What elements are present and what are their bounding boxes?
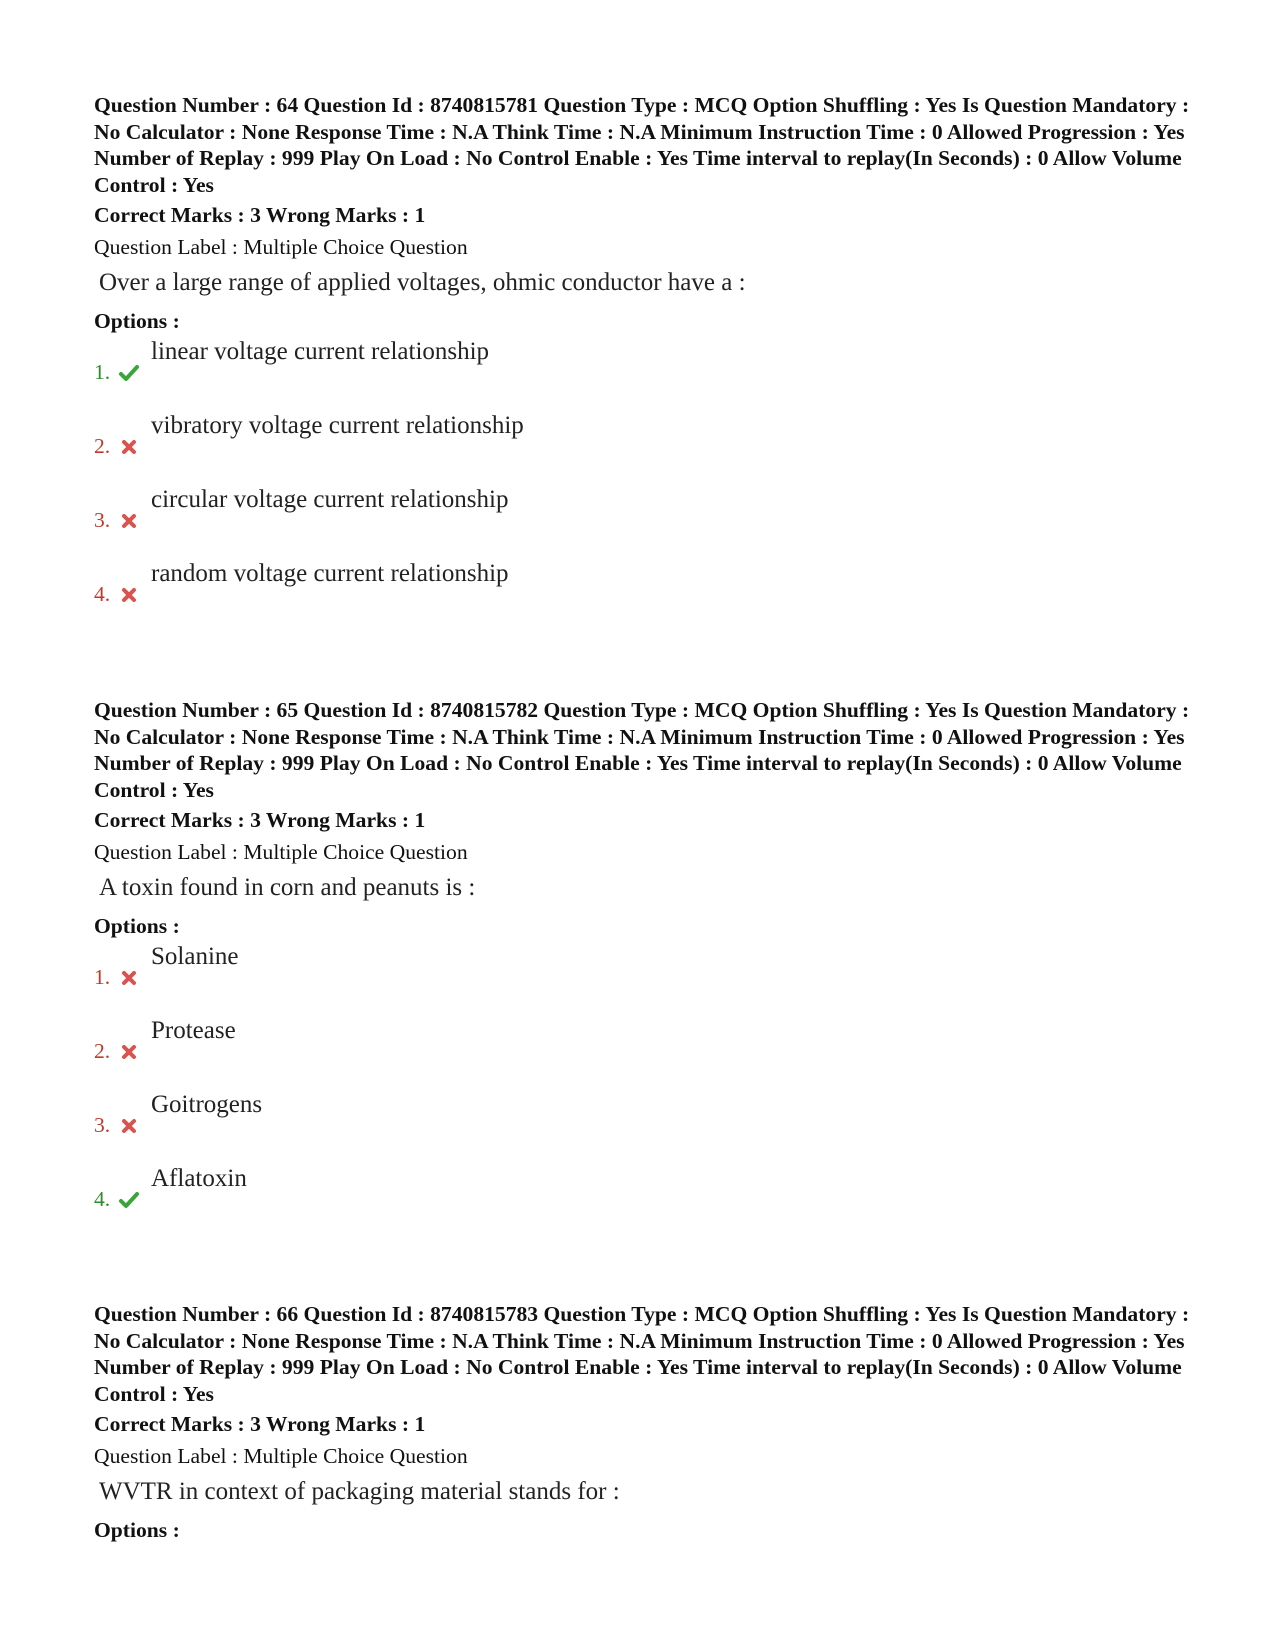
- option-text: linear voltage current relationship: [151, 338, 490, 365]
- check-icon: [118, 362, 140, 384]
- option-item: [94, 408, 1194, 482]
- options-heading: Options :: [94, 1518, 180, 1542]
- question-marks: Correct Marks : 3 Wrong Marks : 1: [94, 203, 426, 227]
- options-heading: Options :: [94, 914, 180, 938]
- question-meta: Question Number : 66 Question Id : 8740815783 Question Type : MCQ Option Shuffling : Yes Is Question Mandatory : No Calculator : None Response Time : N.A Think Time : N.A Minimum Instruction Time : 0 Allowed Progression : Yes Number of Replay : 999 Play On Load : No Control Enable : Yes Time interval to replay(In Seconds) : 0 Allow Volume Control : Yes: [94, 1302, 1190, 1406]
- option-item: [94, 334, 1194, 408]
- option-number: 3.: [94, 508, 111, 532]
- cross-icon: [118, 967, 140, 989]
- question-label: Question Label : Multiple Choice Question: [94, 840, 468, 864]
- option-text: random voltage current relationship: [151, 560, 509, 587]
- question-marks: Correct Marks : 3 Wrong Marks : 1: [94, 1412, 426, 1436]
- option-number: 1.: [94, 360, 111, 384]
- option-item: [94, 556, 1194, 630]
- option-text: Protease: [151, 1017, 236, 1044]
- option-text: vibratory voltage current relationship: [151, 412, 524, 439]
- question-block-64: [94, 92, 1194, 630]
- options-heading: Options :: [94, 309, 180, 333]
- option-item: [94, 1013, 1194, 1087]
- check-icon: [118, 1189, 140, 1211]
- option-number: 2.: [94, 1039, 111, 1063]
- option-number: 4.: [94, 582, 111, 606]
- question-meta: Question Number : 65 Question Id : 8740815782 Question Type : MCQ Option Shuffling : Yes Is Question Mandatory : No Calculator : None Response Time : N.A Think Time : N.A Minimum Instruction Time : 0 Allowed Progression : Yes Number of Replay : 999 Play On Load : No Control Enable : Yes Time interval to replay(In Seconds) : 0 Allow Volume Control : Yes: [94, 698, 1190, 802]
- option-item: [94, 939, 1194, 1013]
- option-number: 4.: [94, 1187, 111, 1211]
- option-text: circular voltage current relationship: [151, 486, 509, 513]
- question-label: Question Label : Multiple Choice Question: [94, 1444, 468, 1468]
- question-block-66: [94, 1301, 1194, 1543]
- option-text: Goitrogens: [151, 1091, 263, 1118]
- cross-icon: [118, 510, 140, 532]
- option-text: Aflatoxin: [151, 1165, 247, 1192]
- option-number: 3.: [94, 1113, 111, 1137]
- cross-icon: [118, 436, 140, 458]
- option-number: 2.: [94, 434, 111, 458]
- option-text: Solanine: [151, 943, 239, 970]
- option-item: [94, 1161, 1194, 1235]
- question-stem: A toxin found in corn and peanuts is :: [99, 874, 476, 901]
- question-label: Question Label : Multiple Choice Question: [94, 235, 468, 259]
- option-item: [94, 1087, 1194, 1161]
- question-meta: Question Number : 64 Question Id : 8740815781 Question Type : MCQ Option Shuffling : Yes Is Question Mandatory : No Calculator : None Response Time : N.A Think Time : N.A Minimum Instruction Time : 0 Allowed Progression : Yes Number of Replay : 999 Play On Load : No Control Enable : Yes Time interval to replay(In Seconds) : 0 Allow Volume Control : Yes: [94, 93, 1190, 197]
- question-marks: Correct Marks : 3 Wrong Marks : 1: [94, 808, 426, 832]
- cross-icon: [118, 1115, 140, 1137]
- question-stem: Over a large range of applied voltages, ohmic conductor have a :: [99, 269, 746, 296]
- cross-icon: [118, 1041, 140, 1063]
- question-block-65: [94, 697, 1194, 1235]
- option-number: 1.: [94, 965, 111, 989]
- option-item: [94, 482, 1194, 556]
- question-stem: WVTR in context of packaging material stands for :: [99, 1478, 620, 1505]
- cross-icon: [118, 584, 140, 606]
